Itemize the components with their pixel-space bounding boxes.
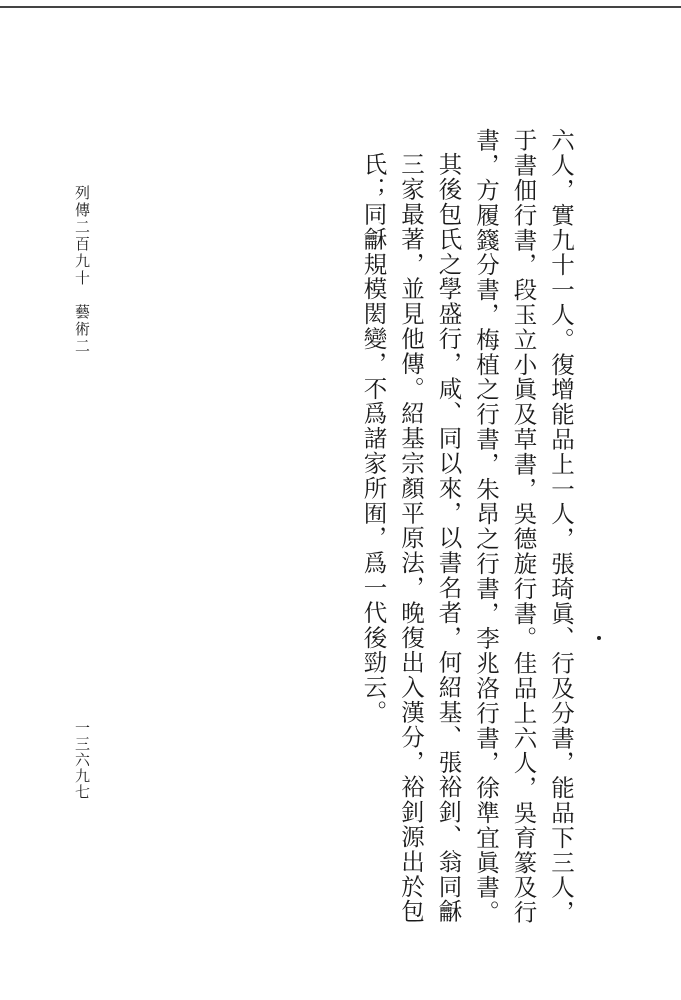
ink-speck bbox=[597, 636, 601, 640]
paragraph-2: 其後包氏之學盛行，咸、同以來，以書名者，何紹基、張裕釗、翁同龢三家最著，並見他傳。紹基宗顏平原法，晚復出入漢分，裕釗源出於包氏；同龢規模閎變，不爲諸家所囿，爲一代後勁云。 bbox=[359, 152, 463, 924]
page-number: 一三六九七 bbox=[73, 720, 91, 800]
paragraph-1: 六人，實九十一人。復增能品上一人，張琦眞、行及分書，能品下三人，于書佃行書，段玉立小眞及草書，吳德旋行書。佳品上六人，吳育篆及行書，方履籛分書，梅植之行書，朱昂之行書，李兆洛行書，徐準宜眞書。 bbox=[472, 128, 575, 925]
running-header: 列傳二百九十 藝術二 bbox=[73, 185, 91, 355]
top-border-line bbox=[0, 6, 681, 8]
main-text-block bbox=[354, 128, 579, 938]
